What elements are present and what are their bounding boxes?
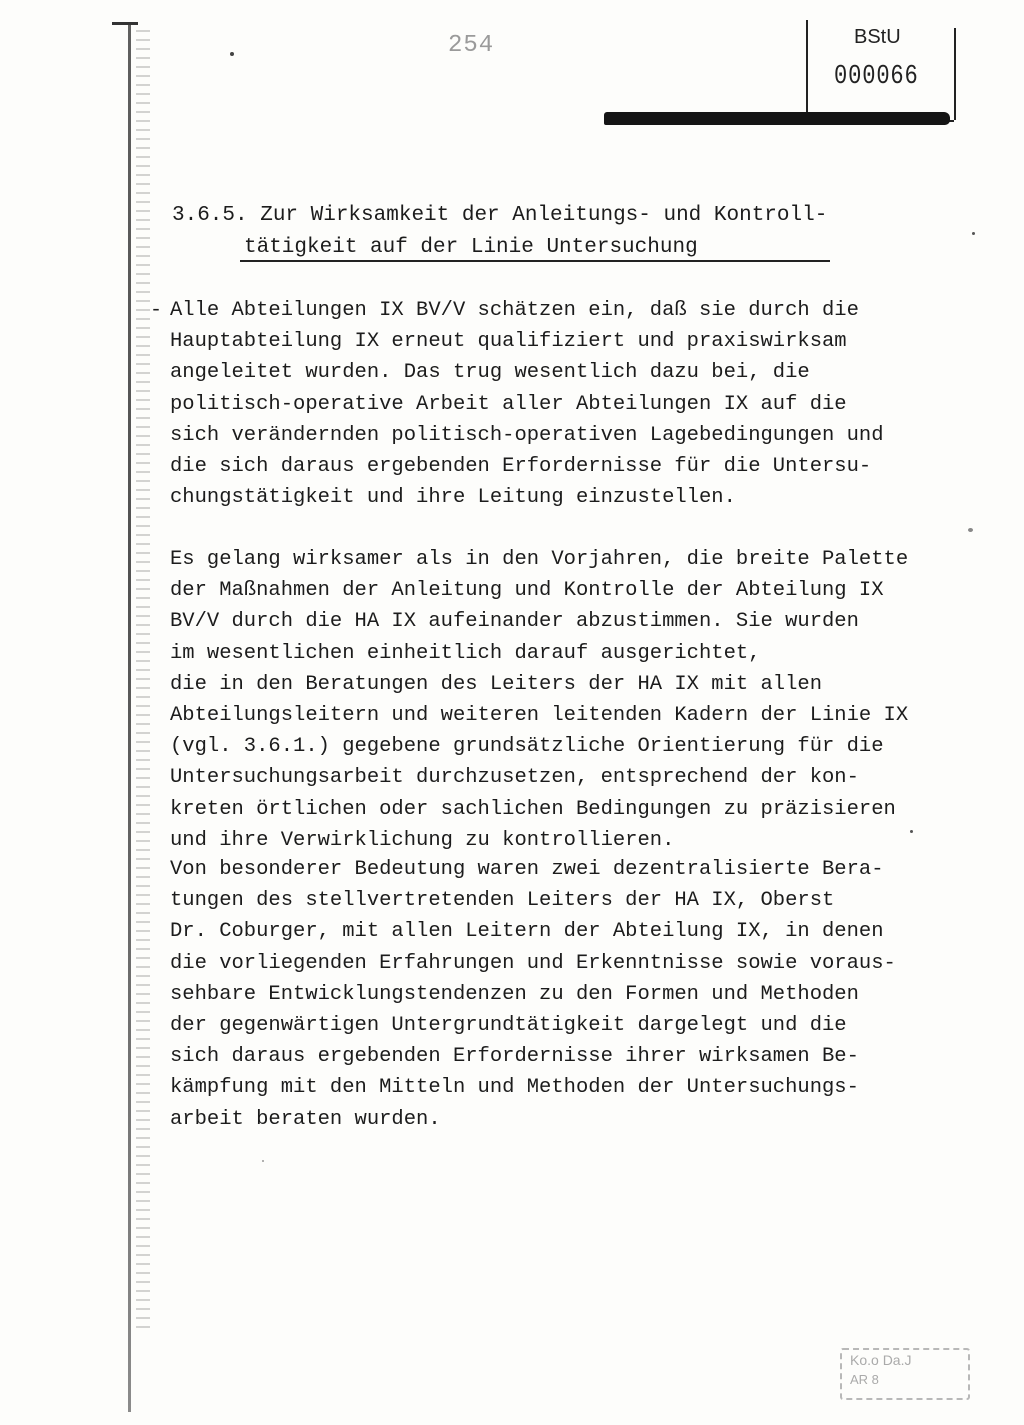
section-heading-line2: tätigkeit auf der Linie Untersuchung [244, 236, 698, 259]
dot-mark [230, 52, 234, 56]
binding-edge [128, 22, 131, 1412]
copy-speck [262, 1160, 264, 1162]
redaction-bar [604, 112, 950, 125]
copy-speck [968, 528, 973, 532]
copy-speck [910, 830, 913, 833]
heading-underline [240, 260, 830, 262]
bstu-stamp-label: BStU [854, 26, 901, 48]
copy-speck [972, 232, 975, 235]
binding-shadow [136, 30, 150, 1330]
copy-mark [112, 22, 138, 25]
bstu-stamp-number: 000066 [834, 62, 919, 92]
page-number: 254 [448, 32, 495, 59]
archive-stamp-line1: Ko.o Da.J [850, 1352, 912, 1368]
margin-dash: - [150, 299, 163, 322]
archive-stamp-line2: AR 8 [850, 1372, 879, 1387]
paragraph-1: Alle Abteilungen IX BV/V schätzen ein, daß sie durch die Hauptabteilung IX erneut qualifiziert und praxiswirksam angeleitet wurden. Das trug wesentlich dazu bei, die politisch-operative Arbeit aller Abteilungen IX auf die sich verändernden politisch-operativen Lagebedingungen und die sich daraus ergebenden Erfordernisse für die Untersu- chungstätigkeit und ihre Leitung einzustellen. [170, 299, 884, 510]
paragraph-3: Von besonderer Bedeutung waren zwei dezentralisierte Bera- tungen des stellvertretenden Leiters der HA IX, Oberst Dr. Coburger, mit allen Leitern der Abteilung IX, in denen die vorliegenden Erfahrungen und Erkenntnisse sowie voraus- sehbare Entwicklungstendenzen zu den Formen und Methoden der gegenwärtigen Untergrundtätigkeit dargelegt und die sich daraus ergebenden Erfordernisse ihrer wirksamen Be- kämpfung mit den Mitteln und Methoden der Untersuchungs- arbeit beraten wurden. [170, 858, 896, 1131]
section-heading-line1: 3.6.5. Zur Wirksamkeit der Anleitungs- und Kontroll- [172, 204, 828, 227]
paragraph-2: Es gelang wirksamer als in den Vorjahren, die breite Palette der Maßnahmen der Anleitung und Kontrolle der Abteilung IX BV/V durch die HA IX aufeinander abzustimmen. Sie wurden im wesentlichen einheitlich darauf ausgerichtet, die in den Beratungen des Leiters der HA IX mit allen Abteilungsleitern und weiteren leitenden Kadern der Linie IX (vgl. 3.6.1.) gegebene grundsätzliche Orientierung für die Untersuchungsarbeit durchzusetzen, entsprechend der kon- kreten örtlichen oder sachlichen Bedingungen zu präzisieren und ihre Verwirklichung zu kontrollieren. [170, 548, 909, 852]
